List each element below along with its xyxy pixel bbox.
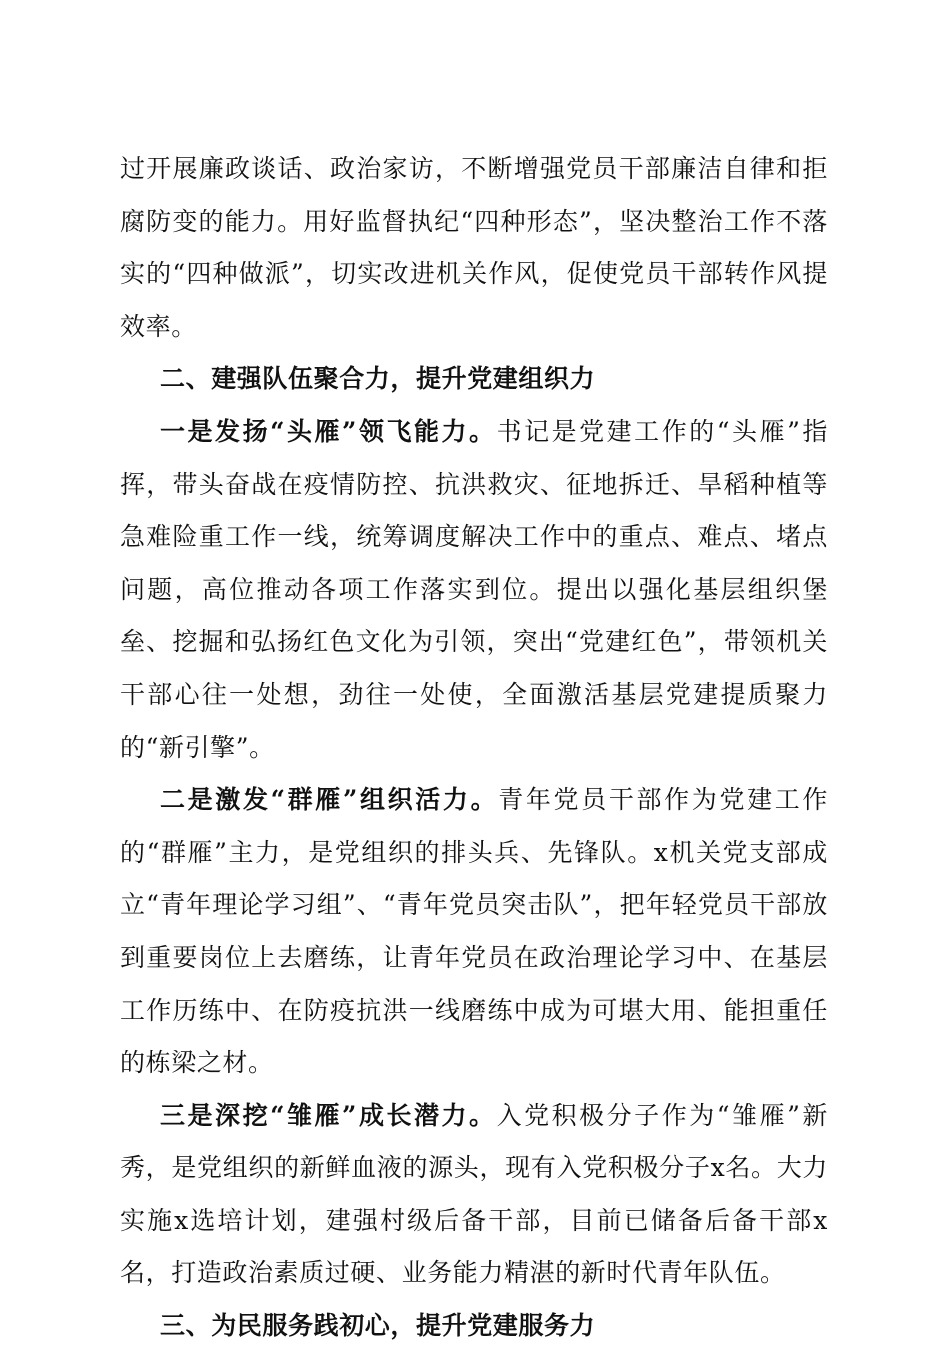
paragraph-text: 过开展廉政谈话、政治家访，不断增强党员干部廉洁自律和拒腐防变的能力。用好监督执纪“四种形态”，坚决整治工作不落实的“四种做派”，切实改进机关作风，促使党员干部转作风提效率。 bbox=[120, 154, 828, 341]
section-heading-text: 三、为民服务践初心，提升党建服务力 bbox=[160, 1311, 596, 1341]
section-heading-text: 二、建强队伍聚合力，提升党建组织力 bbox=[160, 364, 596, 394]
paragraph-lead-title: 二是激发“群雁”组织活力。 bbox=[160, 785, 499, 815]
paragraph-lead-goose bbox=[120, 406, 828, 774]
paragraph-text: 青年党员干部作为党建工作的“群雁”主力，是党组织的排头兵、先锋队。x机关党支部成立“青年理论学习组”、“青年党员突击队”，把年轻党员干部放到重要岗位上去磨练，让青年党员在政治理论学习中、在基层工作历练中、在防疫抗洪一线磨练中成为可堪大用、能担重任的栋梁之材。 bbox=[120, 785, 829, 1078]
paragraph-lead-title: 一是发扬“头雁”领飞能力。 bbox=[160, 416, 497, 446]
paragraph-young-geese bbox=[120, 1090, 828, 1300]
document-body bbox=[120, 143, 828, 1353]
paragraph-text: 书记是党建工作的“头雁”指挥，带头奋战在疫情防控、抗洪救灾、征地拆迁、旱稻种植等急难险重工作一线，统筹调度解决工作中的重点、难点、堵点问题，高位推动各项工作落实到位。提出以强化基层组织堡垒、挖掘和弘扬红色文化为引领，突出“党建红色”，带领机关干部心往一处想，劲往一处使，全面激活基层党建提质聚力的“新引擎”。 bbox=[120, 416, 828, 762]
paragraph-flock-geese bbox=[120, 774, 828, 1090]
section-heading-3 bbox=[120, 1300, 828, 1353]
paragraph-text: 入党积极分子作为“雏雁”新秀，是党组织的新鲜血液的源头，现有入党积极分子x名。大力实施x选培计划，建强村级后备干部，目前已储备后备干部x名，打造政治素质过硬、业务能力精湛的新时代青年队伍。 bbox=[120, 1100, 828, 1288]
paragraph-lead-title: 三是深挖“雏雁”成长潜力。 bbox=[160, 1100, 497, 1130]
paragraph-continued bbox=[120, 143, 828, 353]
section-heading-2 bbox=[120, 353, 828, 406]
